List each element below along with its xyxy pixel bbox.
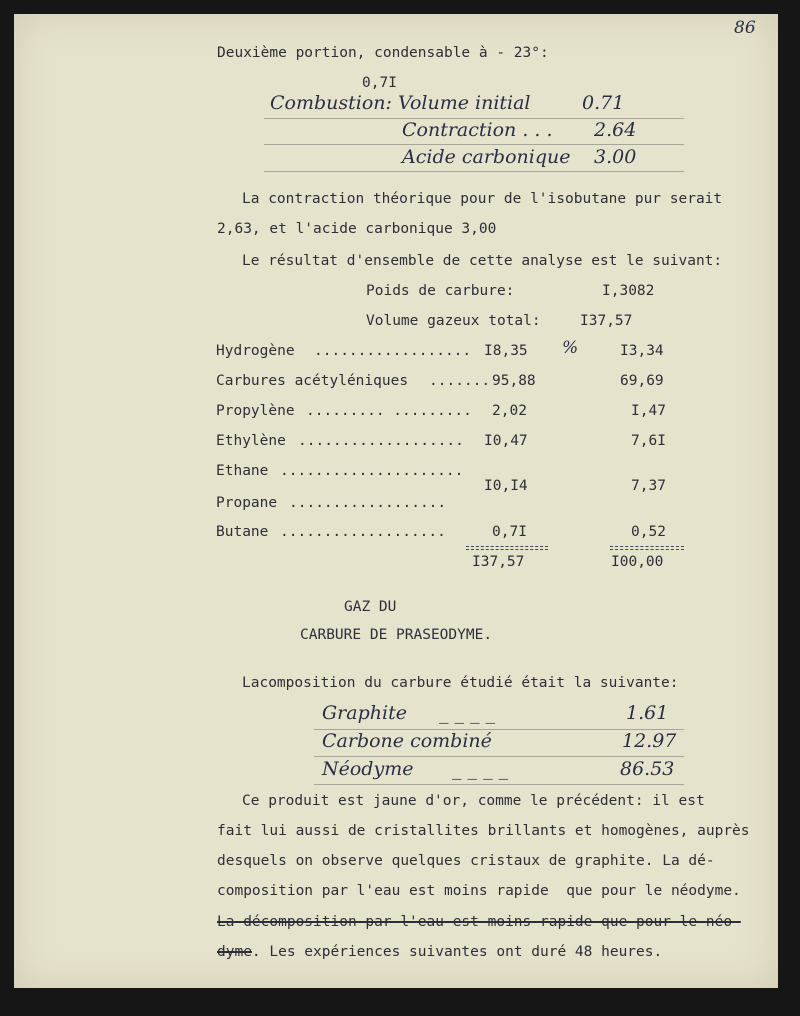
volume-label: Volume gazeux total:: [366, 313, 541, 329]
gas-volume: 95,88: [492, 373, 536, 389]
theory-line-2: 2,63, et l'acide carbonique 3,00: [217, 221, 497, 237]
result-intro: Le résultat d'ensemble de cette analyse est le suivant:: [242, 253, 723, 269]
theory-line-1: La contraction théorique pour de l'isobutane pur serait: [242, 191, 723, 207]
gas-percent: I,47: [631, 403, 666, 419]
portion-volume: 0,7I: [362, 75, 397, 91]
last-line: [217, 945, 662, 960]
total-rule: [466, 549, 548, 550]
struck-word: dyme: [217, 944, 252, 960]
total-rule: [466, 546, 548, 547]
gas-name: Ethane: [216, 463, 269, 479]
portion-heading: Deuxième portion, condensable à - 23°:: [217, 45, 549, 61]
gas-volume: 2,02: [492, 403, 527, 419]
acid-label: Acide carbonique: [402, 146, 571, 168]
gas-percent: I3,34: [620, 343, 664, 359]
leader-dashes: _ _ _ _: [439, 702, 496, 724]
total-rule: [610, 546, 684, 547]
leader-dots: .......: [429, 373, 491, 389]
ruled-line: [264, 171, 684, 172]
total-rule: [610, 549, 684, 550]
ruled-line: [314, 784, 684, 785]
leader-dots: .....................: [280, 463, 464, 479]
body-line-4: composition par l'eau est moins rapide que pour le néodyme.: [217, 883, 741, 899]
ethane-propane-percent: 7,37: [631, 478, 666, 494]
gas-name: Propane: [216, 495, 278, 511]
contraction-value: 2.64: [594, 119, 637, 141]
gas-name: Hydrogène: [216, 343, 295, 359]
weight-value: I,3082: [602, 283, 655, 299]
volume-value: I37,57: [580, 313, 633, 329]
ruled-line: [264, 144, 684, 145]
struck-line: La décomposition par l'eau est moins rapide que pour le néo-: [217, 914, 741, 930]
leader-dots: ..................: [314, 343, 472, 359]
leader-dashes: _ _ _ _: [452, 758, 509, 780]
document-page: [14, 14, 778, 988]
gas-volume: I0,47: [484, 433, 528, 449]
leader-dots: ..................: [289, 495, 447, 511]
neodyme-value: 86.53: [620, 758, 675, 780]
combustion-label: Combustion: Volume initial: [270, 92, 531, 114]
weight-label: Poids de carbure:: [366, 283, 515, 299]
section-title-line-1: GAZ DU: [344, 599, 397, 615]
gas-volume: I8,35: [484, 343, 528, 359]
gas-name: Carbures acétyléniques: [216, 373, 409, 389]
gas-percent: 69,69: [620, 373, 664, 389]
neodyme-label: Néodyme: [322, 758, 414, 780]
total-volume: I37,57: [472, 554, 525, 570]
section-title-line-2: CARBURE DE PRASEODYME.: [300, 627, 493, 643]
carbon-value: 12.97: [622, 730, 677, 752]
body-line-1: Ce produit est jaune d'or, comme le précédent: il est: [242, 793, 705, 809]
gas-percent: 0,52: [631, 524, 666, 540]
ethane-propane-volume: I0,I4: [484, 478, 528, 494]
last-line-text: . Les expériences suivantes ont duré 48 heures.: [251, 944, 663, 960]
contraction-label: Contraction . . .: [402, 119, 553, 141]
body-line-3: desquels on observe quelques cristaux de graphite. La dé-: [217, 853, 715, 869]
percent-sign: %: [562, 338, 579, 358]
gas-name: Ethylène: [216, 433, 286, 449]
gas-volume: 0,7I: [492, 524, 527, 540]
ruled-line: [314, 756, 684, 757]
total-percent: I00,00: [611, 554, 664, 570]
leader-dots: ......... .........: [306, 403, 472, 419]
gas-name: Propylène: [216, 403, 295, 419]
graphite-value: 1.61: [626, 702, 669, 724]
carbon-label: Carbone combiné: [322, 730, 492, 752]
acid-value: 3.00: [594, 146, 637, 168]
body-line-2: fait lui aussi de cristallites brillants et homogènes, auprès: [217, 823, 750, 839]
gas-percent: 7,6I: [631, 433, 666, 449]
combustion-value: 0.71: [582, 92, 625, 114]
leader-dots: ...................: [298, 433, 464, 449]
leader-dots: ...................: [280, 524, 446, 540]
page-number: 86: [734, 18, 756, 38]
graphite-label: Graphite: [322, 702, 407, 724]
gas-name: Butane: [216, 524, 269, 540]
composition-intro: Lacomposition du carbure étudié était la suivante:: [242, 675, 679, 691]
